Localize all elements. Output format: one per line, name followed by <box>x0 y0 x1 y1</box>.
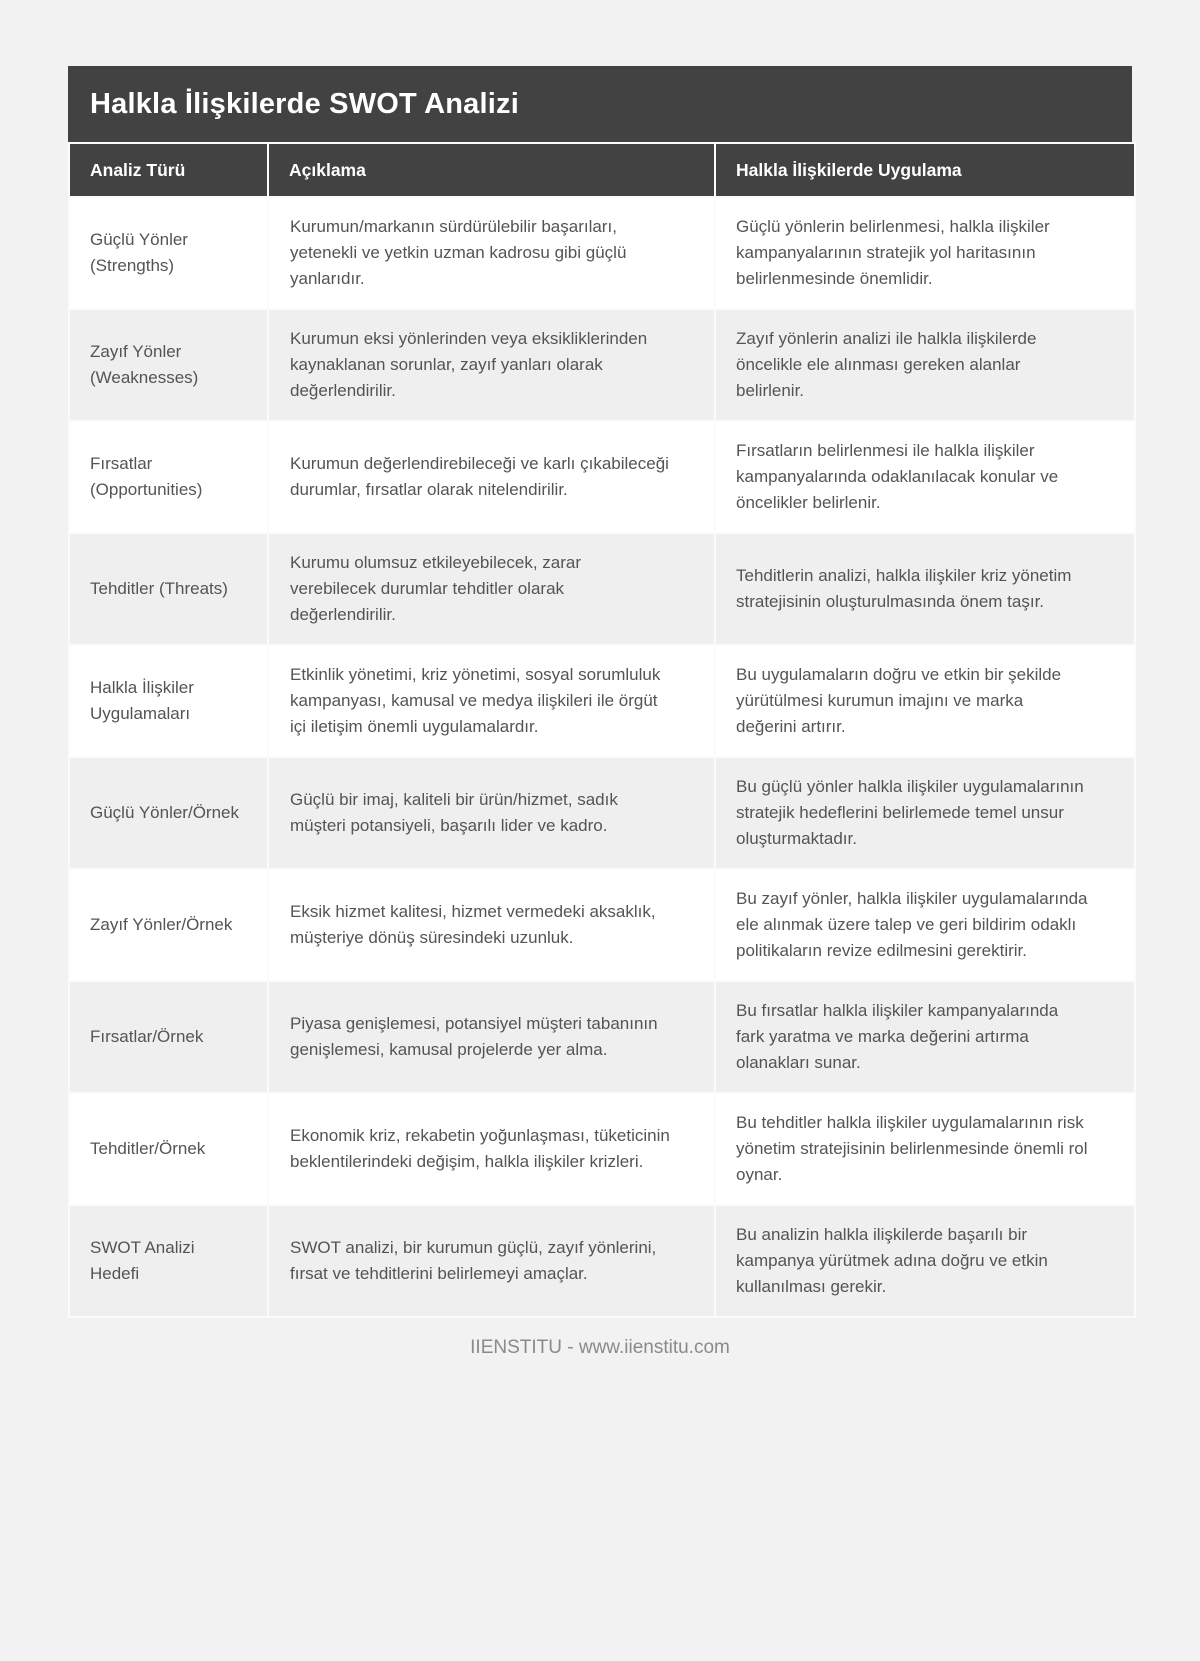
column-header-application: Halkla İlişkilerde Uygulama <box>716 144 1134 196</box>
application-cell: Bu uygulamaların doğru ve etkin bir şekilde yürütülmesi kurumun imajını ve marka değerini artırır. <box>716 646 1134 756</box>
swot-document <box>68 66 1132 1318</box>
analysis-type-cell: Zayıf Yönler/Örnek <box>70 870 267 980</box>
application-cell: Bu zayıf yönler, halkla ilişkiler uygulamalarında ele alınmak üzere talep ve geri bildirim odaklı politikaların revize edilmesini gerektirir. <box>716 870 1134 980</box>
analysis-type-cell: Halkla İlişkiler Uygulamaları <box>70 646 267 756</box>
application-cell: Tehditlerin analizi, halkla ilişkiler kriz yönetim stratejisinin oluşturulmasında önem taşır. <box>716 534 1134 644</box>
description-cell: Kurumun eksi yönlerinden veya eksikliklerinden kaynaklanan sorunlar, zayıf yanları olarak değerlendirilir. <box>269 310 714 420</box>
analysis-type-cell: Güçlü Yönler (Strengths) <box>70 198 267 308</box>
table-row <box>70 982 1134 1092</box>
description-cell: Eksik hizmet kalitesi, hizmet vermedeki aksaklık, müşteriye dönüş süresindeki uzunluk. <box>269 870 714 980</box>
table-row <box>70 646 1134 756</box>
page-title: Halkla İlişkilerde SWOT Analizi <box>68 66 1132 142</box>
column-header-analysis-type: Analiz Türü <box>70 144 267 196</box>
application-cell: Bu güçlü yönler halkla ilişkiler uygulamalarının stratejik hedeflerini belirlemede temel unsur oluşturmaktadır. <box>716 758 1134 868</box>
swot-table-body <box>70 198 1134 1316</box>
application-cell: Fırsatların belirlenmesi ile halkla ilişkiler kampanyalarında odaklanılacak konular ve öncelikler belirlenir. <box>716 422 1134 532</box>
table-row <box>70 758 1134 868</box>
table-row <box>70 1094 1134 1204</box>
analysis-type-cell: Zayıf Yönler (Weaknesses) <box>70 310 267 420</box>
swot-table <box>68 142 1136 1318</box>
description-cell: Güçlü bir imaj, kaliteli bir ürün/hizmet, sadık müşteri potansiyeli, başarılı lider ve kadro. <box>269 758 714 868</box>
application-cell: Bu analizin halkla ilişkilerde başarılı bir kampanya yürütmek adına doğru ve etkin kullanılması gerekir. <box>716 1206 1134 1316</box>
description-cell: Kurumun/markanın sürdürülebilir başarıları, yetenekli ve yetkin uzman kadrosu gibi güçlü yanlarıdır. <box>269 198 714 308</box>
table-row <box>70 870 1134 980</box>
column-header-description: Açıklama <box>269 144 714 196</box>
application-cell: Bu fırsatlar halkla ilişkiler kampanyalarında fark yaratma ve marka değerini artırma olanakları sunar. <box>716 982 1134 1092</box>
analysis-type-cell: Tehditler (Threats) <box>70 534 267 644</box>
analysis-type-cell: Güçlü Yönler/Örnek <box>70 758 267 868</box>
analysis-type-cell: Tehditler/Örnek <box>70 1094 267 1204</box>
table-row <box>70 1206 1134 1316</box>
footer-credit: IIENSTITU - www.iienstitu.com <box>470 1337 730 1358</box>
application-cell: Güçlü yönlerin belirlenmesi, halkla ilişkiler kampanyalarının stratejik yol haritasının belirlenmesinde önemlidir. <box>716 198 1134 308</box>
description-cell: Kurumun değerlendirebileceği ve karlı çıkabileceği durumlar, fırsatlar olarak nitelendirilir. <box>269 422 714 532</box>
table-row <box>70 422 1134 532</box>
description-cell: Etkinlik yönetimi, kriz yönetimi, sosyal sorumluluk kampanyası, kamusal ve medya ilişkileri ile örgüt içi iletişim önemli uygulamalardır. <box>269 646 714 756</box>
description-cell: Kurumu olumsuz etkileyebilecek, zarar verebilecek durumlar tehditler olarak değerlendirilir. <box>269 534 714 644</box>
table-row <box>70 534 1134 644</box>
table-header-row <box>70 144 1134 196</box>
analysis-type-cell: Fırsatlar/Örnek <box>70 982 267 1092</box>
analysis-type-cell: Fırsatlar (Opportunities) <box>70 422 267 532</box>
description-cell: SWOT analizi, bir kurumun güçlü, zayıf yönlerini, fırsat ve tehditlerini belirlemeyi amaçlar. <box>269 1206 714 1316</box>
description-cell: Piyasa genişlemesi, potansiyel müşteri tabanının genişlemesi, kamusal projelerde yer alma. <box>269 982 714 1092</box>
analysis-type-cell: SWOT Analizi Hedefi <box>70 1206 267 1316</box>
table-row <box>70 310 1134 420</box>
description-cell: Ekonomik kriz, rekabetin yoğunlaşması, tüketicinin beklentilerindeki değişim, halkla ilişkiler krizleri. <box>269 1094 714 1204</box>
application-cell: Bu tehditler halkla ilişkiler uygulamalarının risk yönetim stratejisinin belirlenmesinde önemli rol oynar. <box>716 1094 1134 1204</box>
application-cell: Zayıf yönlerin analizi ile halkla ilişkilerde öncelikle ele alınması gereken alanlar belirlenir. <box>716 310 1134 420</box>
table-row <box>70 198 1134 308</box>
